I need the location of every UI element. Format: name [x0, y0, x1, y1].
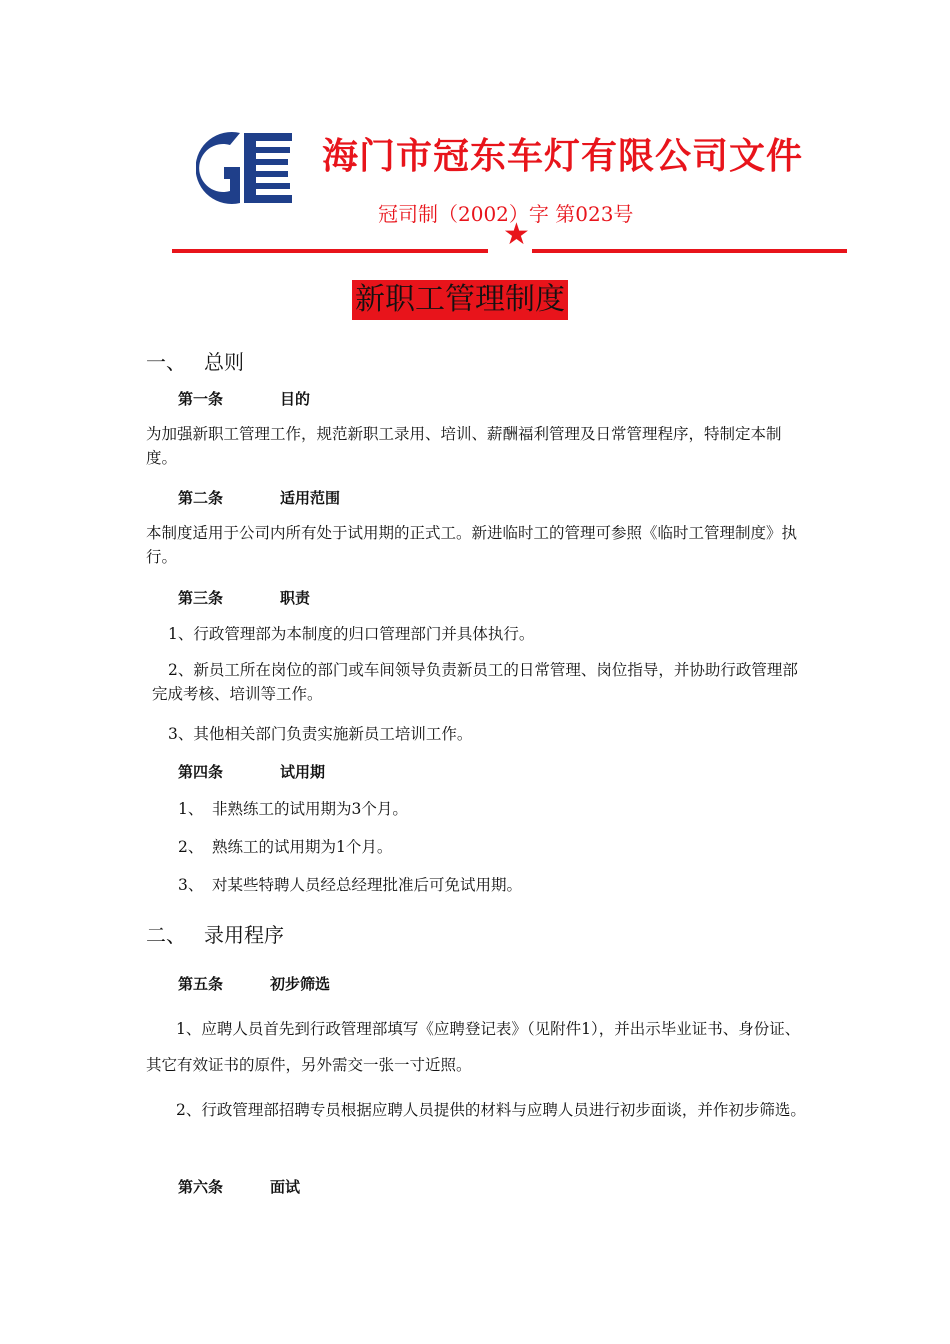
list-text: 非熟练工的试用期为3个月。	[212, 800, 408, 818]
article-heading-2	[178, 487, 340, 508]
article-number: 第六条	[178, 1178, 224, 1196]
list-item: 2、新员工所在岗位的部门或车间领导负责新员工的日常管理、岗位指导，并协助行政管理部完成考核、培训等工作。	[152, 661, 798, 703]
article-title: 目的	[280, 390, 311, 408]
article-heading-6	[178, 1176, 300, 1197]
article-title: 面试	[270, 1178, 301, 1196]
section-heading-2	[146, 919, 284, 948]
list-item	[178, 873, 522, 895]
article-title: 试用期	[280, 763, 326, 781]
article-number: 第二条	[178, 489, 224, 507]
article-title: 初步筛选	[270, 975, 331, 993]
list-number: 3、	[178, 876, 204, 894]
article-number: 第五条	[178, 975, 224, 993]
list-item: 1、行政管理部为本制度的归口管理部门并具体执行。	[168, 625, 535, 643]
company-title: 海门市冠东车灯有限公司文件	[322, 136, 804, 177]
section-number: 一、	[146, 350, 186, 374]
list-item: 1、应聘人员首先到行政管理部填写《应聘登记表》（见附件1），并出示毕业证书、身份证、其它有效证书的原件，另外需交一张一寸近照。	[146, 1020, 801, 1074]
company-logo	[196, 127, 300, 209]
list-number: 1、	[178, 800, 204, 818]
list-item	[178, 797, 408, 819]
article-heading-4	[178, 761, 325, 782]
list-item	[178, 835, 392, 857]
header-rule-left	[172, 249, 488, 253]
header-rule-right	[532, 249, 847, 253]
list-item: 3、其他相关部门负责实施新员工培训工作。	[168, 725, 473, 743]
document-number: 冠司制（2002）字 第023号	[378, 202, 634, 226]
section-title: 总则	[204, 350, 244, 374]
document-title: 新职工管理制度	[352, 280, 568, 320]
list-item: 2、行政管理部招聘专员根据应聘人员提供的材料与应聘人员进行初步面谈，并作初步筛选。	[176, 1101, 806, 1119]
list-text: 熟练工的试用期为1个月。	[212, 838, 393, 856]
article-title: 职责	[280, 589, 311, 607]
section-title: 录用程序	[204, 923, 284, 947]
article-1-text: 为加强新职工管理工作，规范新职工录用、培训、薪酬福利管理及日常管理程序，特制定本制度。	[146, 425, 782, 467]
star-icon: ★	[503, 217, 530, 252]
article-heading-5	[178, 973, 330, 994]
article-heading-1	[178, 388, 310, 409]
article-number: 第三条	[178, 589, 224, 607]
article-2-text: 本制度适用于公司内所有处于试用期的正式工。新进临时工的管理可参照《临时工管理制度》执行。	[146, 524, 798, 566]
section-number: 二、	[146, 923, 186, 947]
article-number: 第四条	[178, 763, 224, 781]
article-title: 适用范围	[280, 489, 341, 507]
section-heading-1	[146, 346, 244, 375]
list-number: 2、	[178, 838, 204, 856]
article-number: 第一条	[178, 390, 224, 408]
list-text: 对某些特聘人员经总经理批准后可免试用期。	[212, 876, 523, 894]
article-heading-3	[178, 587, 310, 608]
